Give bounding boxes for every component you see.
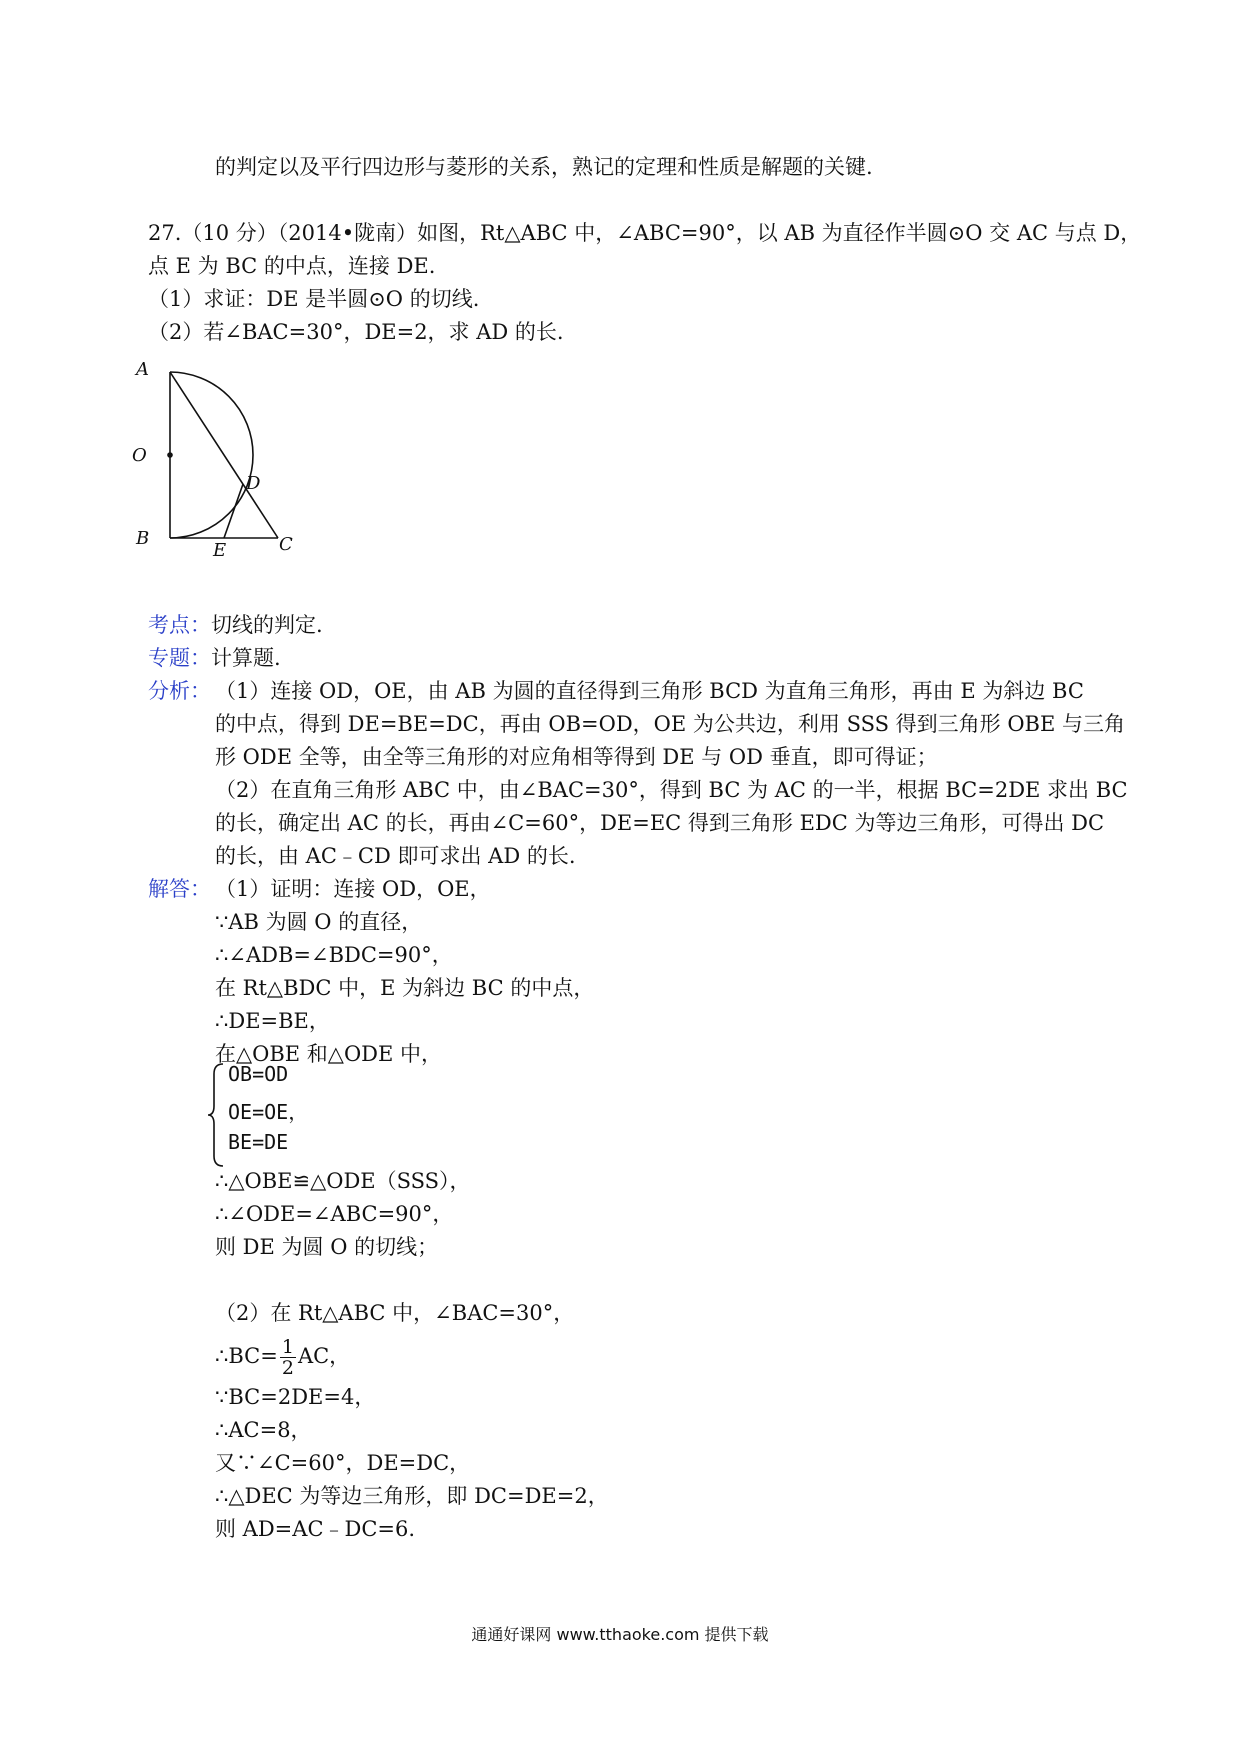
zhuanti-text: 计算题.: [211, 646, 281, 670]
fenxi-line: 的中点，得到 DE=BE=DC，再由 OB=OD，OE 为公共边，利用 SSS 得到三角形 OBE 与三角: [215, 712, 1125, 736]
question-part-2: （2）若∠BAC=30°，DE=2，求 AD 的长.: [148, 320, 564, 344]
fraction-one-half: [280, 1337, 296, 1378]
fenxi-line: 的长，确定出 AC 的长，再由∠C=60°，DE=EC 得到三角形 EDC 为等边三角形，可得出 DC: [215, 811, 1105, 835]
kaodian-label: 考点：: [148, 613, 211, 637]
system-equation-row: [228, 1096, 308, 1125]
fenxi-line: （1）连接 OD，OE，由 AB 为圆的直径得到三角形 BCD 为直角三角形，再由 E 为斜边 BC: [215, 679, 1084, 703]
jieda-step: ∵BC=2DE=4，: [215, 1385, 376, 1409]
jieda-part-2-heading: （2）在 Rt△ABC 中，∠BAC=30°，: [215, 1301, 575, 1325]
fraction-before: ∴BC=: [215, 1344, 278, 1368]
fenxi-line: 形 ODE 全等，由全等三角形的对应角相等得到 DE 与 OD 垂直，即可得证；: [215, 745, 938, 769]
jieda-step: ∴∠ODE=∠ABC=90°，: [215, 1202, 454, 1226]
label-o: O: [132, 445, 147, 466]
label-d: D: [246, 473, 261, 494]
kaodian-row: [148, 610, 323, 640]
jieda-step: 则 AD=AC﹣DC=6.: [215, 1517, 416, 1541]
fenxi-label: 分析：: [148, 679, 211, 703]
jieda-step: ∵AB 为圆 O 的直径，: [215, 910, 423, 934]
center-point-o: [167, 452, 173, 458]
system-comma: ，: [288, 1100, 309, 1124]
jieda-step: ∴△DEC 为等边三角形，即 DC=DE=2，: [215, 1484, 609, 1508]
jieda-step: ∴DE=BE，: [215, 1009, 330, 1033]
fenxi-line: （2）在直角三角形 ABC 中，由∠BAC=30°，得到 BC 为 AC 的一半，根据 BC=2DE 求出 BC: [215, 778, 1128, 802]
system-equation: OB=OD: [228, 1062, 289, 1086]
jieda-step: ∴∠ADB=∠BDC=90°，: [215, 943, 453, 967]
question-line-2: 点 E 为 BC 的中点，连接 DE.: [148, 254, 436, 278]
label-c: C: [279, 534, 293, 555]
fraction-denominator: 2: [281, 1357, 294, 1379]
jieda-part-1-heading: （1）证明：连接 OD，OE，: [215, 877, 491, 901]
segment-ac: [170, 372, 278, 538]
segment-de: [224, 484, 243, 538]
page-footer: 通通好课网 www.tthaoke.com 提供下载: [471, 1625, 769, 1644]
fraction-numerator: 1: [281, 1336, 294, 1358]
jieda-fraction-row: [215, 1334, 350, 1378]
jieda-step: 又∵∠C=60°，DE=DC，: [215, 1451, 471, 1475]
system-equation: OE=OE: [228, 1100, 289, 1124]
system-brace: [205, 1062, 229, 1168]
geometry-figure: [132, 358, 308, 561]
label-e: E: [213, 540, 227, 561]
kaodian-text: 切线的判定.: [211, 613, 323, 637]
jieda-step: 在 Rt△BDC 中，E 为斜边 BC 的中点，: [215, 976, 595, 1000]
jieda-step: ∴△OBE≌△ODE（SSS），: [215, 1169, 471, 1193]
fenxi-line: 的长，由 AC﹣CD 即可求出 AD 的长.: [215, 844, 576, 868]
jieda-label: 解答：: [148, 877, 211, 901]
label-a: A: [136, 359, 149, 380]
jieda-step: ∴AC=8，: [215, 1418, 312, 1442]
jieda-step: 在△OBE 和△ODE 中，: [215, 1042, 443, 1066]
fraction-after: AC，: [297, 1344, 351, 1368]
question-line-1: 27.（10 分）（2014•陇南）如图，Rt△ABC 中，∠ABC=90°，以 AB 为直径作半圆⊙O 交 AC 与点 D，: [148, 221, 1142, 245]
label-b: B: [136, 528, 150, 549]
question-part-1: （1）求证：DE 是半圆⊙O 的切线.: [148, 287, 480, 311]
previous-answer-tail: 的判定以及平行四边形与菱形的关系，熟记的定理和性质是解题的关键.: [215, 155, 873, 179]
semicircle-o: [170, 372, 253, 538]
system-equation: BE=DE: [228, 1130, 289, 1154]
zhuanti-row: [148, 643, 281, 673]
zhuanti-label: 专题：: [148, 646, 211, 670]
geometry-figure-svg: [132, 358, 308, 561]
jieda-step: 则 DE 为圆 O 的切线；: [215, 1235, 439, 1259]
